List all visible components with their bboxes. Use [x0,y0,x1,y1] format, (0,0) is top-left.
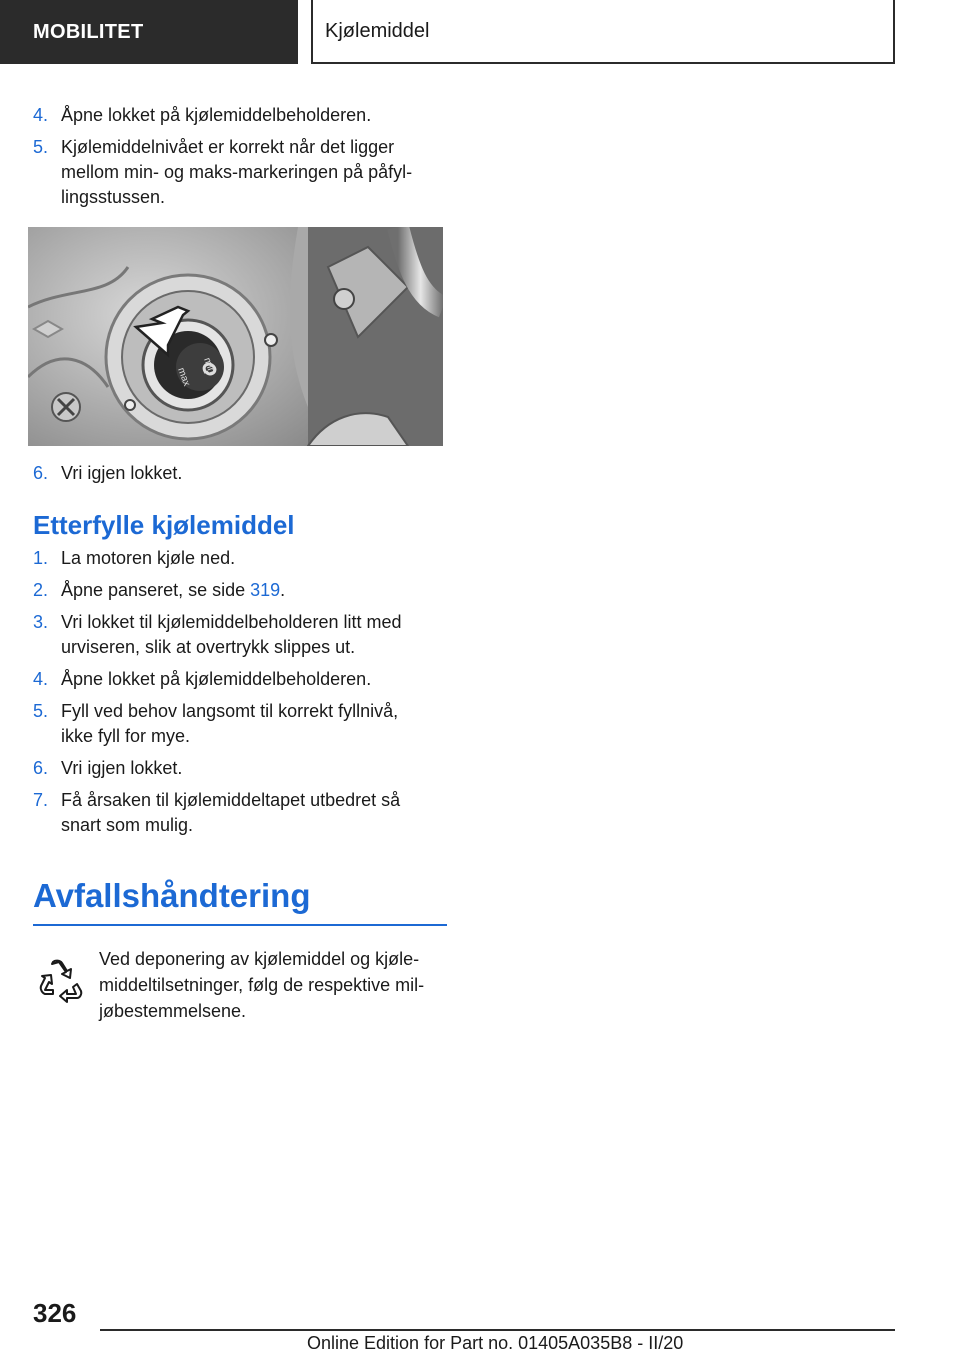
list-item [33,135,451,210]
cap-marking-min: min [201,356,218,376]
step-number: 5. [33,137,49,157]
section-title: MOBILITET [33,20,144,43]
refill-title: Etterfylle kjølemiddel [33,510,295,540]
step-after-photo [33,461,447,493]
coolant-reservoir-image [28,227,443,446]
step-number: 6. [33,463,49,483]
step-text: Åpne lokket på kjølemiddelbeholderen. [61,669,372,689]
step-number: 4. [33,669,49,689]
environment-note [33,946,447,1036]
step-text-end: . [280,580,286,600]
coolant-reservoir-photo [28,227,443,446]
edition-text: Online Edition for Part no. 01405A035B8 - II/20 [307,1333,684,1353]
list-item [33,756,433,781]
step-text: Vri igjen lokket. [61,758,183,778]
step-number: 7. [33,790,49,810]
step-text: Vri igjen lokket. [61,463,183,483]
footer-divider [100,1329,895,1331]
step-text: Kjølemiddelnivået er korrekt når det ligger mellom min- og maks-markeringen på påfyl- lingsstussen. [61,137,413,207]
disposal-section [33,876,447,1036]
step-text: Åpne lokket på kjølemiddelbeholderen. [61,105,372,125]
step-number: 1. [33,548,49,568]
step-text: La motoren kjøle ned. [61,548,236,568]
step-number: 3. [33,612,49,632]
step-text: Få årsaken til kjølemiddeltapet utbedret så snart som mulig. [61,790,401,835]
section-header [0,0,298,64]
topic-title: Kjølemiddel [325,19,430,42]
topic-header [311,0,895,64]
list-item [33,103,447,128]
step-number: 5. [33,701,49,721]
step-text: Fyll ved behov langsomt til korrekt fyllnivå, ikke fyll for mye. [61,701,399,746]
step-text: Åpne panseret, se side [61,580,251,600]
step-number: 4. [33,105,49,125]
list-item [33,788,433,838]
step-text: Vri lokket til kjølemiddelbeholderen litt med urviseren, slik at overtrykk slippes ut. [61,612,402,657]
environment-text: Ved deponering av kjølemiddel og kjøle- middeltilsetninger, følg de respektive mil- jøbestemmelsene. [99,949,425,1021]
page-number: 326 [33,1298,77,1328]
cap-marking-max: max [175,366,192,388]
list-item [33,610,433,660]
step-number: 2. [33,580,49,600]
page-link[interactable]: 319 [250,580,281,600]
list-item [33,461,447,486]
recycle-icon [33,958,85,1010]
steps-top [33,103,447,217]
disposal-title: Avfallshåndtering [33,876,447,926]
list-item [33,699,433,749]
step-number: 6. [33,758,49,778]
list-item [33,578,433,603]
refill-section [33,509,447,845]
list-item [33,546,433,571]
list-item [33,667,433,692]
